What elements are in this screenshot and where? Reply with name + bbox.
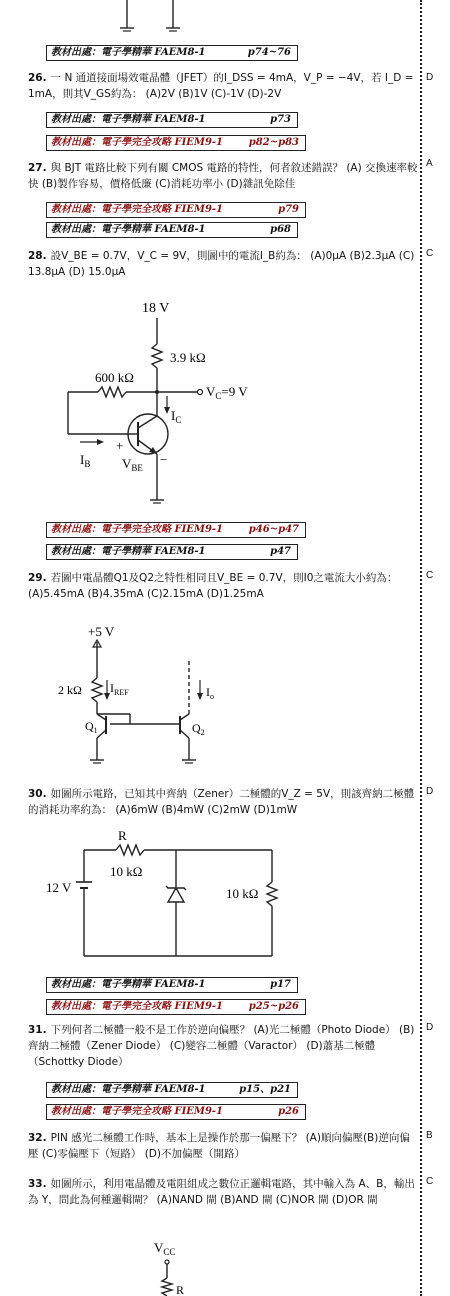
svg-text:12 V: 12 V — [46, 880, 72, 895]
question-32: 32. PIN 感光二極體工作時，基本上是操作於那一偏壓下？ (A)順向偏壓(B)逆向偏壓 (C)零偏壓下（短路） (D)不加偏壓（開路） — [28, 1132, 410, 1160]
vcc-label: 18 V — [142, 301, 170, 316]
svg-text:VCC: $V_{CC}$ — [154, 1240, 176, 1257]
answer-31: D — [426, 1022, 434, 1033]
svg-text:+: + — [116, 438, 124, 453]
answer-26: D — [426, 72, 434, 83]
svg-text:Q2: $Q_2$ — [192, 721, 205, 737]
answer-27: A — [426, 158, 433, 169]
source-reference: 教材出處：電子學完全攻略 FIEM9-1 p25~p26 — [46, 999, 306, 1015]
question-30: 30. 如圖所示電路，已知其中齊納（Zener）二極體的V_Z = 5V，則該齊納二極體的消耗功率約為： (A)6mW (B)4mW (C)2mW (D)1mW — [28, 788, 415, 816]
question-31: 31. 下列何者二極體一般不是工作於逆向偏壓？ (A)光二極體（Photo Diode） (B)齊納二極體（Zener Diode） (C)變容二極體（Varactor） (D)蕭基二極體（Schottky Diode） — [28, 1024, 415, 1068]
source-reference: 教材出處：電子學精華 FAEM8-1 p68 — [46, 222, 298, 238]
collector-resistor — [152, 344, 162, 368]
svg-text:Io: $I_o$ — [206, 685, 214, 701]
previous-circuit-fragment — [100, 0, 200, 38]
svg-text:10 kΩ: 10 kΩ — [226, 886, 259, 901]
source-reference: 教材出處：電子學完全攻略 FIEM9-1 p46~p47 — [46, 522, 306, 538]
base-resistor — [98, 387, 126, 397]
question-27: 27. 與 BJT 電路比較下列有關 CMOS 電路的特性，何者敘述錯誤？ (A) 交換速率較快 (B)製作容易，價格低廉 (C)消耗功率小 (D)雜訊免除佳 — [28, 162, 418, 190]
question-28: 28. 設V_BE = 0.7V，V_C = 9V，則圖中的電流I_B約為： (A)0μA (B)2.3μA (C) 13.8μA (D) 15.0μA — [28, 250, 415, 278]
rb-label: 600 kΩ — [95, 370, 134, 385]
svg-text:IB: $I_B$ — [80, 452, 91, 469]
zener-circuit-figure-30 — [40, 826, 300, 966]
source-reference: 教材出處：電子學精華 FAEM8-1 p47 — [46, 544, 298, 560]
svg-text:2 kΩ: 2 kΩ — [58, 683, 82, 697]
answer-column-divider — [420, 0, 422, 1296]
answer-29: C — [426, 570, 434, 581]
svg-text:+5 V: +5 V — [88, 624, 115, 639]
logic-circuit-figure-33 — [140, 1236, 220, 1296]
svg-text:VBE: $V_{BE}$ — [122, 456, 143, 473]
source-reference: 教材出處：電子學完全攻略 FIEM9-1 p79 — [46, 202, 306, 218]
source-reference: 教材出處：電子學精華 FAEM8-1 p73 — [46, 112, 298, 128]
svg-text:−: − — [160, 452, 168, 467]
svg-text:Q1: $Q_1$ — [85, 719, 98, 735]
svg-text:IREF: $I_{REF}$ — [110, 681, 129, 697]
svg-text:R: R — [118, 828, 127, 843]
current-mirror-figure-29 — [50, 620, 250, 780]
source-reference: 教材出處：電子學完全攻略 FIEM9-1 p26 — [46, 1104, 306, 1120]
answer-32: B — [426, 1130, 433, 1141]
source-reference: 教材出處：電子學精華 FAEM8-1 p74~76 — [46, 45, 298, 61]
question-29: 29. 若圖中電晶體Q1及Q2之特性相同且V_BE = 0.7V，則I0之電流大小約為： (A)5.45mA (B)4.35mA (C)2.15mA (D)1.25mA — [28, 572, 398, 600]
source-reference: 教材出處：電子學精華 FAEM8-1 p15、p21 — [46, 1082, 298, 1098]
svg-text:IC: $I_C$ — [171, 408, 182, 425]
source-reference: 教材出處：電子學完全攻略 FIEM9-1 p82~p83 — [46, 135, 306, 151]
zener-diode-symbol — [168, 888, 184, 902]
rc-label: 3.9 kΩ — [170, 350, 206, 365]
svg-text:10 kΩ: 10 kΩ — [110, 864, 143, 879]
answer-33: C — [426, 1176, 434, 1187]
svg-text:R: R — [176, 1283, 185, 1296]
answer-30: D — [426, 786, 434, 797]
circuit-figure-28 — [40, 292, 340, 517]
answer-28: C — [426, 248, 434, 259]
source-reference: 教材出處：電子學精華 FAEM8-1 p17 — [46, 977, 298, 993]
svg-text:VC=9 V: $V_C=9$ V — [206, 384, 248, 401]
question-33: 33. 如圖所示，利用電晶體及電阻組成之數位正邏輯電路，其中輸入為 A、B，輸出為 Y，問此為何種邏輯閘？ (A)NAND 閘 (B)AND 閘 (C)NOR 閘 (D)OR 閘 — [28, 1178, 415, 1206]
question-26: 26. 一 N 通道接面場效電晶體（JFET）的I_DSS = 4mA，V_P = −4V，若 I_D = 1mA，則其V_GS約為： (A)2V (B)1V (C)-1V (D)-2V — [28, 72, 414, 100]
